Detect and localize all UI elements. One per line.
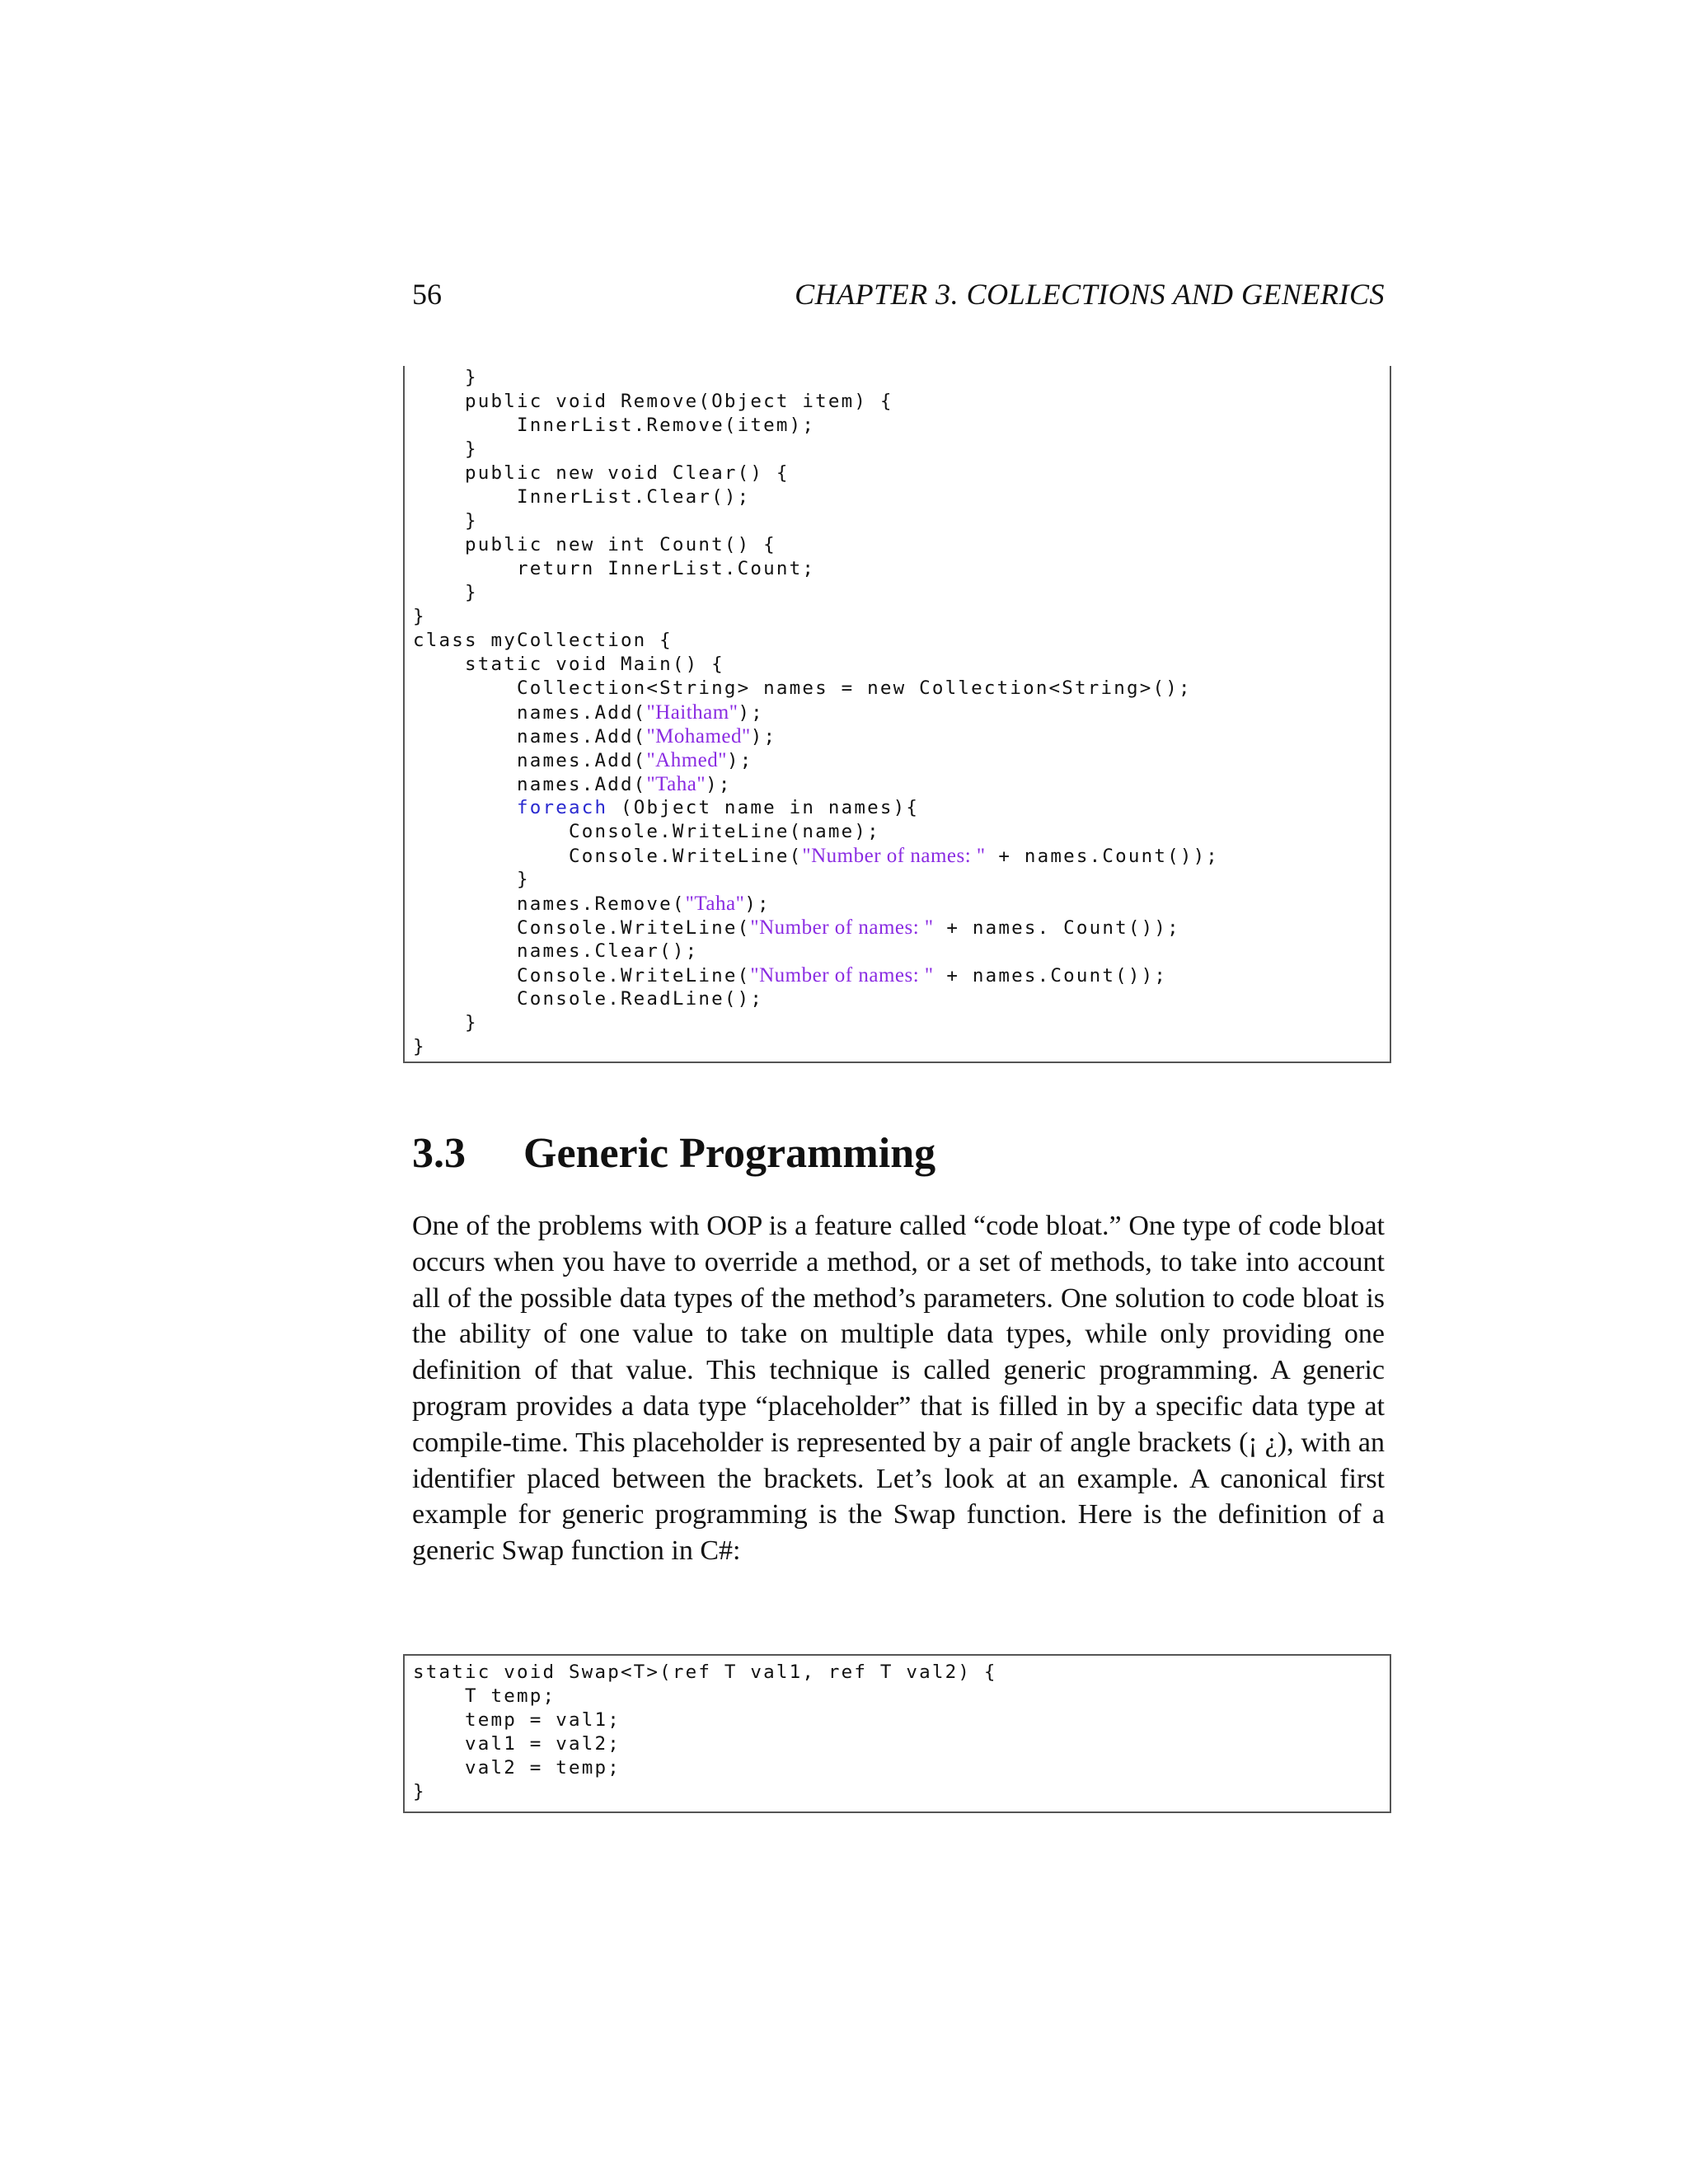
code-line [413, 748, 753, 772]
code-line: } [413, 438, 478, 460]
string-literal: "Taha" [646, 773, 706, 795]
code-text: ); [750, 726, 777, 748]
code-line [413, 772, 732, 796]
code-line: } [413, 1781, 426, 1802]
code-line: static void Main() { [413, 654, 724, 675]
body-paragraph: One of the problems with OOP is a feature called “code bloat.” One type of code bloat occurs when you have to override a method, or a set of methods, to take into account all of the possible data types of the method’s parameters. One solution to code bloat is the ability of one value to take on multiple data types, while only providing one definition of that value. This technique is called generic programming. A generic program provides a data type “placeholder” that is filled in by a specific data type at compile-time. This placeholder is represented by a pair of angle brackets (¡ ¿), with an identifier placed between the brackets. Let’s look at an example. A canonical first example for generic programming is the Swap function. Here is the definition of a generic Swap function in C#: [412, 1211, 1385, 1567]
code-text [413, 797, 517, 818]
code-line [413, 724, 776, 748]
code-text: ); [726, 750, 753, 771]
code-text: names.Add( [413, 774, 647, 795]
code-line: } [413, 510, 478, 532]
code-text: names.Remove( [413, 893, 686, 915]
code-line: Console.WriteLine(name); [413, 821, 880, 842]
code-text: ); [744, 893, 771, 915]
section-heading [412, 1129, 935, 1178]
code-text: Console.WriteLine( [413, 965, 751, 987]
code-text: names.Add( [413, 726, 647, 748]
code-text: names.Add( [413, 750, 647, 771]
keyword: foreach [516, 797, 608, 818]
code-line: } [413, 1012, 478, 1033]
code-line: val1 = val2; [413, 1733, 621, 1755]
code-line: } [413, 1036, 426, 1057]
code-line: InnerList.Clear(); [413, 486, 751, 508]
code-line: T temp; [413, 1685, 556, 1707]
code-line [413, 701, 764, 724]
code-text: names.Add( [413, 702, 647, 724]
code-text: (Object name in names){ [607, 797, 920, 818]
code-line: class myCollection { [413, 630, 673, 651]
code-text: Console.WriteLine( [413, 917, 751, 939]
code-line: } [413, 606, 426, 627]
code-text: ); [706, 774, 732, 795]
code-text: + names. Count()); [933, 917, 1180, 939]
code-listing-swap [403, 1654, 1391, 1813]
code-line [413, 892, 771, 916]
code-line: } [413, 869, 530, 890]
code-line [413, 963, 1167, 987]
code-line: temp = val1; [413, 1709, 621, 1731]
code-line: return InnerList.Count; [413, 558, 816, 579]
running-head: CHAPTER 3. COLLECTIONS AND GENERICS [795, 278, 1385, 311]
code-line: public new void Clear() { [413, 462, 790, 484]
code-line [413, 916, 1180, 940]
code-line: public new int Count() { [413, 534, 776, 555]
string-literal: "Ahmed" [646, 749, 727, 771]
code-line: Console.ReadLine(); [413, 988, 764, 1010]
code-text: ); [738, 702, 764, 724]
code-line [413, 796, 919, 820]
string-literal: "Taha" [685, 893, 745, 915]
string-literal: "Number of names: " [750, 916, 934, 939]
string-literal: "Mohamed" [646, 725, 751, 748]
code-text: + names.Count()); [933, 965, 1168, 987]
code-line: } [413, 367, 478, 388]
code-line: names.Clear(); [413, 940, 699, 962]
string-literal: "Number of names: " [802, 845, 986, 867]
section-number: 3.3 [412, 1130, 466, 1177]
string-literal: "Haitham" [646, 701, 738, 724]
code-line: static void Swap<T>(ref T val1, ref T val2) { [413, 1661, 997, 1683]
code-line: Collection<String> names = new Collection<String>(); [413, 677, 1192, 699]
code-listing-collection [403, 366, 1391, 1063]
code-line: InnerList.Remove(item); [413, 415, 816, 436]
code-line: public void Remove(Object item) { [413, 391, 893, 412]
code-text: + names.Count()); [985, 846, 1220, 867]
code-line: val2 = temp; [413, 1757, 621, 1779]
code-line: } [413, 582, 478, 603]
string-literal: "Number of names: " [750, 964, 934, 987]
code-text: Console.WriteLine( [413, 846, 803, 867]
section-title: Generic Programming [523, 1130, 936, 1177]
code-line [413, 844, 1219, 868]
page-number: 56 [412, 278, 442, 311]
